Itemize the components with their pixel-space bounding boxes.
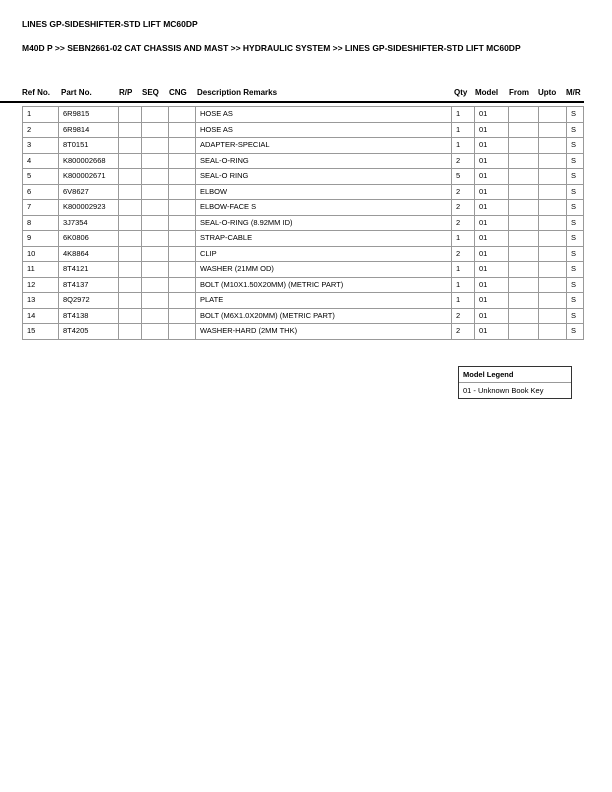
cell-model: 01 xyxy=(475,169,509,185)
cell-mr: S xyxy=(567,184,584,200)
header-rule xyxy=(0,101,584,103)
cell-model: 01 xyxy=(475,200,509,216)
cell-model: 01 xyxy=(475,184,509,200)
cell-part: K800002671 xyxy=(59,169,119,185)
cell-mr: S xyxy=(567,138,584,154)
cell-empty xyxy=(142,107,169,123)
cell-mr: S xyxy=(567,262,584,278)
column-header: Qty xyxy=(454,88,468,97)
cell-part: 8Q2972 xyxy=(59,293,119,309)
cell-empty xyxy=(119,122,142,138)
column-header: CNG xyxy=(169,88,187,97)
cell-desc: HOSE AS xyxy=(196,107,452,123)
cell-qty: 2 xyxy=(452,215,475,231)
cell-mr: S xyxy=(567,324,584,340)
cell-empty xyxy=(539,324,567,340)
cell-empty xyxy=(169,215,196,231)
cell-empty xyxy=(539,200,567,216)
cell-mr: S xyxy=(567,107,584,123)
cell-qty: 5 xyxy=(452,169,475,185)
cell-empty xyxy=(119,169,142,185)
column-header: R/P xyxy=(119,88,133,97)
cell-empty xyxy=(169,324,196,340)
cell-desc: CLIP xyxy=(196,246,452,262)
cell-desc: ELBOW xyxy=(196,184,452,200)
cell-empty xyxy=(142,200,169,216)
cell-empty xyxy=(169,169,196,185)
cell-empty xyxy=(509,169,539,185)
column-header: Part No. xyxy=(61,88,92,97)
cell-qty: 2 xyxy=(452,246,475,262)
cell-desc: BOLT (M10X1.50X20MM) (METRIC PART) xyxy=(196,277,452,293)
cell-qty: 1 xyxy=(452,262,475,278)
column-header: Upto xyxy=(538,88,557,97)
cell-desc: ADAPTER-SPECIAL xyxy=(196,138,452,154)
legend-title: Model Legend xyxy=(459,367,571,383)
cell-empty xyxy=(142,246,169,262)
cell-empty xyxy=(142,293,169,309)
cell-desc: STRAP-CABLE xyxy=(196,231,452,247)
cell-model: 01 xyxy=(475,231,509,247)
column-header: Ref No. xyxy=(22,88,50,97)
cell-part: 4K8864 xyxy=(59,246,119,262)
cell-qty: 2 xyxy=(452,200,475,216)
cell-empty xyxy=(119,308,142,324)
cell-ref: 6 xyxy=(23,184,59,200)
cell-empty xyxy=(169,231,196,247)
cell-empty xyxy=(169,262,196,278)
breadcrumb: M40D P >> SEBN2661-02 CAT CHASSIS AND MAST >> HYDRAULIC SYSTEM >> LINES GP-SIDESHIFTER-STD LIFT MC60DP xyxy=(22,43,521,53)
cell-mr: S xyxy=(567,200,584,216)
cell-desc: HOSE AS xyxy=(196,122,452,138)
cell-empty xyxy=(509,231,539,247)
cell-empty xyxy=(169,153,196,169)
table-row xyxy=(23,169,584,185)
cell-model: 01 xyxy=(475,293,509,309)
cell-empty xyxy=(142,308,169,324)
cell-empty xyxy=(169,122,196,138)
table-row xyxy=(23,153,584,169)
cell-empty xyxy=(509,215,539,231)
column-header: M/R xyxy=(566,88,581,97)
cell-ref: 4 xyxy=(23,153,59,169)
cell-model: 01 xyxy=(475,308,509,324)
cell-ref: 8 xyxy=(23,215,59,231)
cell-qty: 1 xyxy=(452,138,475,154)
cell-mr: S xyxy=(567,246,584,262)
cell-empty xyxy=(539,293,567,309)
cell-empty xyxy=(142,324,169,340)
cell-empty xyxy=(119,262,142,278)
cell-mr: S xyxy=(567,277,584,293)
cell-desc: SEAL-O RING xyxy=(196,169,452,185)
cell-mr: S xyxy=(567,122,584,138)
cell-empty xyxy=(119,277,142,293)
cell-part: K800002668 xyxy=(59,153,119,169)
table-row xyxy=(23,122,584,138)
column-header: Model xyxy=(475,88,499,97)
cell-empty xyxy=(119,231,142,247)
legend-entry: 01 - Unknown Book Key xyxy=(463,386,544,395)
cell-qty: 1 xyxy=(452,293,475,309)
cell-part: 8T4205 xyxy=(59,324,119,340)
cell-empty xyxy=(119,107,142,123)
cell-mr: S xyxy=(567,169,584,185)
cell-qty: 2 xyxy=(452,324,475,340)
cell-mr: S xyxy=(567,293,584,309)
cell-part: 3J7354 xyxy=(59,215,119,231)
cell-empty xyxy=(142,262,169,278)
cell-model: 01 xyxy=(475,138,509,154)
cell-empty xyxy=(119,153,142,169)
table-row xyxy=(23,138,584,154)
cell-empty xyxy=(169,200,196,216)
table-row xyxy=(23,246,584,262)
cell-ref: 12 xyxy=(23,277,59,293)
cell-empty xyxy=(119,215,142,231)
cell-part: 8T4138 xyxy=(59,308,119,324)
cell-model: 01 xyxy=(475,215,509,231)
cell-empty xyxy=(539,246,567,262)
cell-ref: 11 xyxy=(23,262,59,278)
cell-mr: S xyxy=(567,153,584,169)
cell-empty xyxy=(539,262,567,278)
cell-empty xyxy=(509,324,539,340)
cell-empty xyxy=(142,184,169,200)
cell-empty xyxy=(119,138,142,154)
cell-ref: 3 xyxy=(23,138,59,154)
cell-empty xyxy=(539,107,567,123)
cell-ref: 7 xyxy=(23,200,59,216)
cell-empty xyxy=(169,246,196,262)
cell-model: 01 xyxy=(475,246,509,262)
cell-empty xyxy=(539,138,567,154)
table-row xyxy=(23,215,584,231)
table-row xyxy=(23,277,584,293)
table-row xyxy=(23,293,584,309)
cell-mr: S xyxy=(567,215,584,231)
cell-mr: S xyxy=(567,308,584,324)
cell-empty xyxy=(509,122,539,138)
column-header: SEQ xyxy=(142,88,159,97)
cell-empty xyxy=(119,184,142,200)
cell-ref: 9 xyxy=(23,231,59,247)
cell-empty xyxy=(509,200,539,216)
cell-empty xyxy=(509,308,539,324)
column-header: Description Remarks xyxy=(197,88,278,97)
cell-model: 01 xyxy=(475,107,509,123)
cell-empty xyxy=(169,138,196,154)
cell-qty: 1 xyxy=(452,122,475,138)
model-legend xyxy=(458,366,572,399)
cell-empty xyxy=(142,153,169,169)
cell-desc: WASHER (21MM OD) xyxy=(196,262,452,278)
cell-model: 01 xyxy=(475,153,509,169)
cell-part: 6R9814 xyxy=(59,122,119,138)
table-row xyxy=(23,262,584,278)
cell-empty xyxy=(509,293,539,309)
cell-empty xyxy=(142,215,169,231)
cell-ref: 10 xyxy=(23,246,59,262)
cell-empty xyxy=(142,277,169,293)
cell-empty xyxy=(539,215,567,231)
cell-model: 01 xyxy=(475,324,509,340)
cell-model: 01 xyxy=(475,122,509,138)
table-row xyxy=(23,184,584,200)
cell-empty xyxy=(142,138,169,154)
cell-empty xyxy=(539,308,567,324)
cell-empty xyxy=(539,184,567,200)
cell-empty xyxy=(142,169,169,185)
cell-part: 8T4121 xyxy=(59,262,119,278)
page-title: LINES GP-SIDESHIFTER-STD LIFT MC60DP xyxy=(22,19,198,29)
cell-ref: 5 xyxy=(23,169,59,185)
cell-desc: WASHER-HARD (2MM THK) xyxy=(196,324,452,340)
cell-part: 6V8627 xyxy=(59,184,119,200)
cell-model: 01 xyxy=(475,277,509,293)
cell-ref: 2 xyxy=(23,122,59,138)
cell-empty xyxy=(539,277,567,293)
cell-empty xyxy=(169,277,196,293)
cell-mr: S xyxy=(567,231,584,247)
cell-empty xyxy=(539,153,567,169)
column-header: From xyxy=(509,88,529,97)
cell-empty xyxy=(169,184,196,200)
table-row xyxy=(23,324,584,340)
cell-ref: 1 xyxy=(23,107,59,123)
table-row xyxy=(23,231,584,247)
cell-model: 01 xyxy=(475,262,509,278)
cell-part: 6R9815 xyxy=(59,107,119,123)
cell-empty xyxy=(119,200,142,216)
cell-empty xyxy=(142,231,169,247)
cell-empty xyxy=(509,246,539,262)
cell-empty xyxy=(119,246,142,262)
cell-ref: 14 xyxy=(23,308,59,324)
cell-desc: ELBOW-FACE S xyxy=(196,200,452,216)
cell-empty xyxy=(509,262,539,278)
cell-qty: 2 xyxy=(452,308,475,324)
table-row xyxy=(23,200,584,216)
parts-table xyxy=(22,106,584,340)
cell-empty xyxy=(509,184,539,200)
cell-empty xyxy=(169,107,196,123)
cell-qty: 1 xyxy=(452,231,475,247)
cell-empty xyxy=(509,107,539,123)
cell-empty xyxy=(119,324,142,340)
cell-qty: 1 xyxy=(452,277,475,293)
cell-ref: 13 xyxy=(23,293,59,309)
cell-ref: 15 xyxy=(23,324,59,340)
cell-empty xyxy=(169,308,196,324)
cell-empty xyxy=(509,138,539,154)
cell-empty xyxy=(539,122,567,138)
cell-part: 8T4137 xyxy=(59,277,119,293)
cell-desc: SEAL-O-RING xyxy=(196,153,452,169)
table-row xyxy=(23,107,584,123)
cell-empty xyxy=(539,231,567,247)
cell-qty: 1 xyxy=(452,107,475,123)
cell-qty: 2 xyxy=(452,184,475,200)
cell-empty xyxy=(142,122,169,138)
cell-empty xyxy=(539,169,567,185)
cell-empty xyxy=(509,277,539,293)
cell-desc: BOLT (M6X1.0X20MM) (METRIC PART) xyxy=(196,308,452,324)
table-row xyxy=(23,308,584,324)
cell-part: K800002923 xyxy=(59,200,119,216)
cell-qty: 2 xyxy=(452,153,475,169)
cell-empty xyxy=(509,153,539,169)
cell-empty xyxy=(169,293,196,309)
cell-empty xyxy=(119,293,142,309)
cell-desc: SEAL-O-RING (8.92MM ID) xyxy=(196,215,452,231)
cell-part: 6K0806 xyxy=(59,231,119,247)
cell-desc: PLATE xyxy=(196,293,452,309)
cell-part: 8T0151 xyxy=(59,138,119,154)
